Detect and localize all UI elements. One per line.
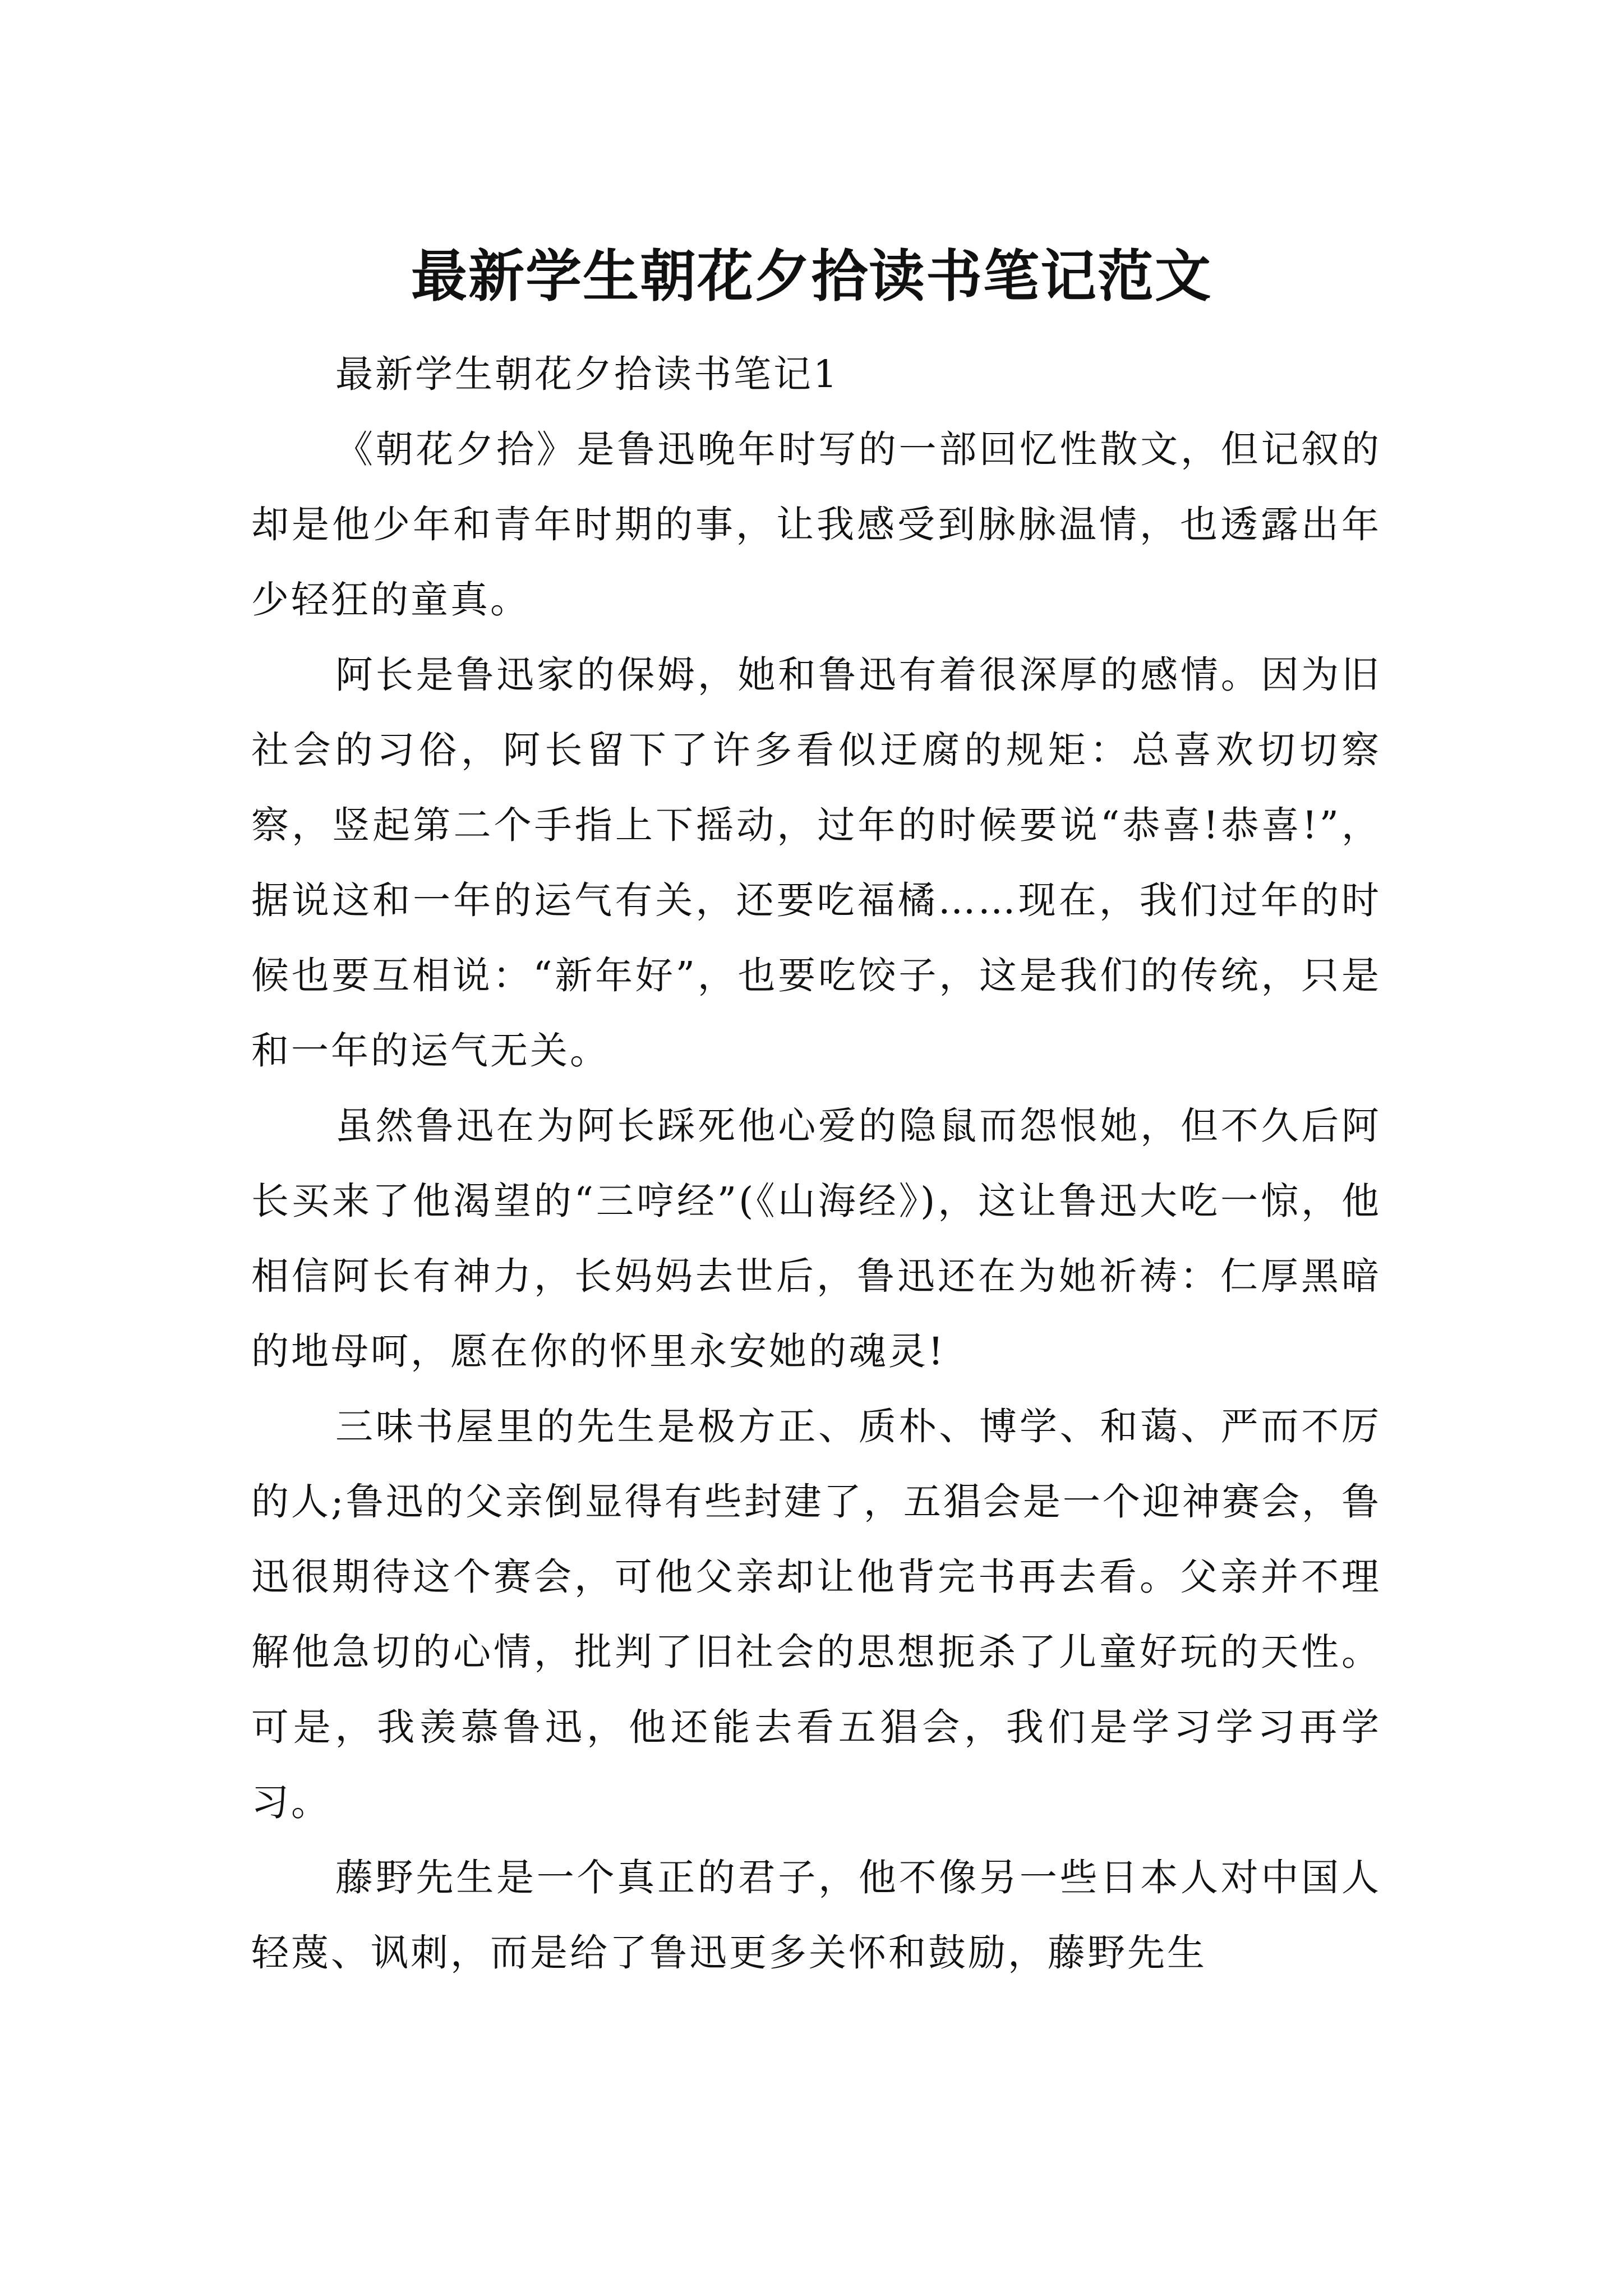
paragraph: 三味书屋里的先生是极方正、质朴、博学、和蔼、严而不厉的人;鲁迅的父亲倒显得有些封建了，五猖会是一个迎神赛会，鲁迅很期待这个赛会，可他父亲却让他背完书再去看。父亲并不理解他急切的心情，批判了旧社会的思想扼杀了儿童好玩的天性。可是，我羡慕鲁迅，他还能去看五猖会，我们是学习学习再学习。 — [251, 1405, 1381, 1824]
document-body — [251, 337, 1381, 1990]
paragraph: 《朝花夕拾》是鲁迅晚年时写的一部回忆性散文，但记叙的却是他少年和青年时期的事，让我感受到脉脉温情，也透露出年少轻狂的童真。 — [251, 427, 1381, 622]
paragraph: 虽然鲁迅在为阿长踩死他心爱的隐鼠而怨恨她，但不久后阿长买来了他渴望的“三哼经”(《山海经》)，这让鲁迅大吃一惊，他相信阿长有神力，长妈妈去世后，鲁迅还在为她祈祷：仁厚黑暗的地母呵，愿在你的怀里永安她的魂灵! — [251, 1104, 1381, 1373]
section-heading: 最新学生朝花夕拾读书笔记1 — [335, 352, 840, 396]
document-title: 最新学生朝花夕拾读书笔记范文 — [411, 243, 1212, 309]
paragraph: 阿长是鲁迅家的保姆，她和鲁迅有着很深厚的感情。因为旧社会的习俗，阿长留下了许多看似迂腐的规矩：总喜欢切切察察，竖起第二个手指上下摇动，过年的时候要说“恭喜!恭喜!”，据说这和一年的运气有关，还要吃福橘……现在，我们过年的时候也要互相说：“新年好”，也要吃饺子，这是我们的传统，只是和一年的运气无关。 — [251, 653, 1381, 1073]
paragraph: 藤野先生是一个真正的君子，他不像另一些日本人对中国人轻蔑、讽刺，而是给了鲁迅更多关怀和鼓励，藤野先生 — [251, 1856, 1381, 1975]
